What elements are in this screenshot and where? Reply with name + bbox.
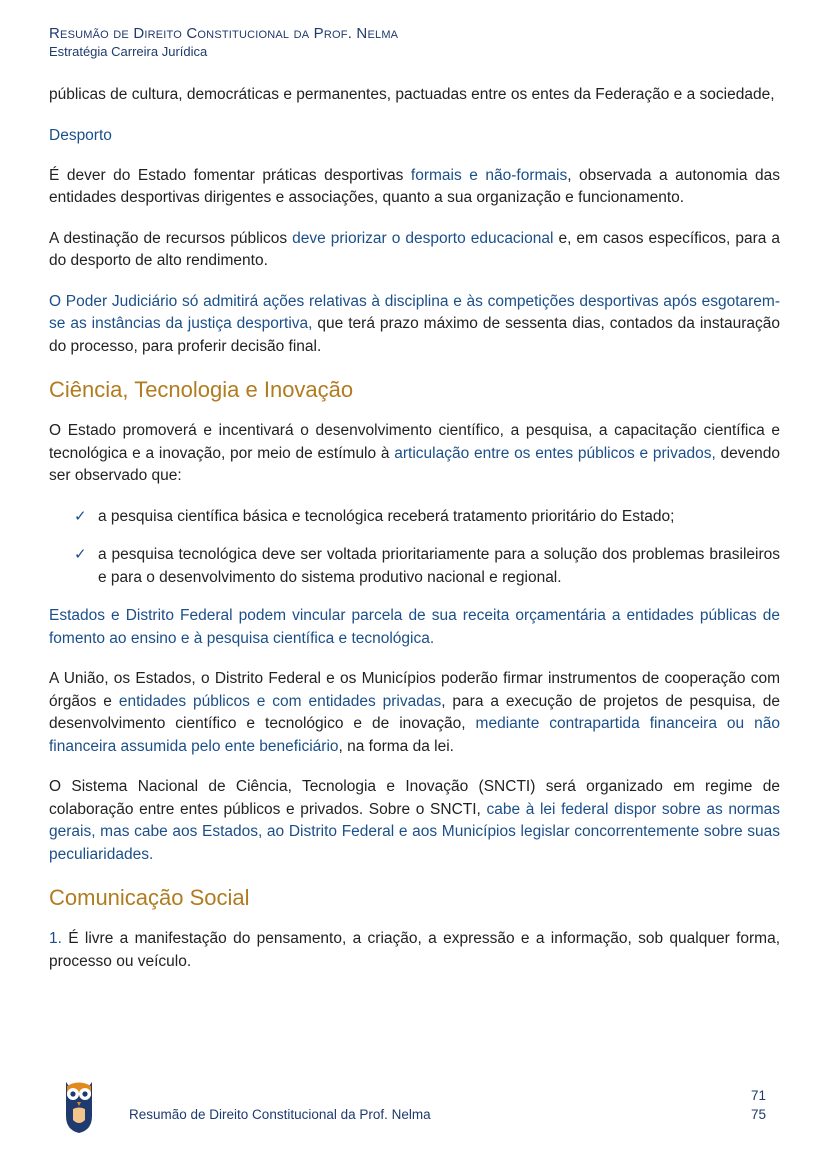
total-pages: 75 xyxy=(750,1107,766,1122)
section-heading-ciencia: Ciência, Tecnologia e Inovação xyxy=(49,377,354,402)
paragraph-ciencia-4: O Sistema Nacional de Ciência, Tecnologia e Inovação (SNCTI) será organizado em regime de colaboração entre entes públicos e privados. Sobre o SNCTI, cabe à lei federal dispor sobre as normas gerais, mas cabe aos Estados, ao Distrito Federal e aos Municípios legislar concorrentemente sobre suas peculiaridades. xyxy=(49,778,780,863)
highlight-text: mediante contrapartida financeira ou não financeira assumida pelo ente beneficiário xyxy=(49,715,780,755)
current-page: 71 xyxy=(750,1088,766,1103)
list-item: ✓ a pesquisa tecnológica deve ser voltada prioritariamente para a solução dos problemas brasileiros e para o desenvolvimento do sistema produtivo nacional e regional. xyxy=(74,546,780,586)
owl-logo-icon xyxy=(62,1076,96,1134)
section-heading-desporto: Desporto xyxy=(49,126,112,144)
paragraph-comunicacao-1: 1. É livre a manifestação do pensamento, a criação, a expressão e a informação, sob qualquer forma, processo ou veículo. xyxy=(49,930,780,970)
header-title: Resumão de Direito Constitucional da Prof. Nelma xyxy=(49,25,399,42)
highlight-text: formais e não-formais xyxy=(410,166,568,184)
page-number xyxy=(751,1086,766,1124)
checkmark-icon: ✓ xyxy=(74,507,87,525)
checklist xyxy=(49,506,780,590)
item-number: 1. xyxy=(49,930,62,947)
highlight-text: articulação entre os entes públicos e privados, xyxy=(394,444,716,462)
highlight-text: O Poder Judiciário só admitirá ações relativas à disciplina e às competições desportivas após esgotarem-se as instâncias da justiça desportiva, xyxy=(49,292,780,332)
paragraph-desporto-2: A destinação de recursos públicos deve priorizar o desporto educacional e, em casos específicos, para a do desporto de alto rendimento. xyxy=(49,229,780,269)
paragraph-ciencia-3: A União, os Estados, o Distrito Federal e os Municípios poderão firmar instrumentos de cooperação com órgãos e entidades públicos e com entidades privadas, para a execução de projetos de pesquisa, de desenvolvimento científico e tecnológico e de inovação, mediante contrapartida financeira ou não financeira assumida pelo ente beneficiário, na forma da lei. xyxy=(49,670,780,755)
paragraph-continuation: públicas de cultura, democráticas e permanentes, pactuadas entre os entes da Federação e a sociedade, xyxy=(49,86,775,103)
section-heading-comunicacao: Comunicação Social xyxy=(49,885,250,910)
footer-text: Resumão de Direito Constitucional da Prof. Nelma xyxy=(129,1107,431,1122)
highlight-text: entidades públicos e com entidades privadas xyxy=(118,692,442,710)
paragraph-ciencia-1: O Estado promoverá e incentivará o desenvolvimento científico, a pesquisa, a capacitação científica e tecnológica e a inovação, por meio de estímulo à articulação entre os entes públicos e privados, devendo ser observado que: xyxy=(49,422,780,484)
paragraph-desporto-1: É dever do Estado fomentar práticas desportivas formais e não-formais, observada a autonomia das entidades desportivas dirigentes e associações, quanto a sua organização e funcionamento. xyxy=(49,166,780,206)
paragraph-ciencia-2: Estados e Distrito Federal podem vincular parcela de sua receita orçamentária a entidades públicas de fomento ao ensino e à pesquisa científica e tecnológica. xyxy=(49,607,780,647)
highlight-text: cabe à lei federal dispor sobre as normas gerais, mas cabe aos Estados, ao Distrito Federal e aos Municípios legislar concorrentemente sobre suas peculiaridades. xyxy=(49,800,780,863)
list-item: ✓ a pesquisa científica básica e tecnológica receberá tratamento prioritário do Estado; xyxy=(74,506,780,529)
paragraph-desporto-3: O Poder Judiciário só admitirá ações relativas à disciplina e às competições desportivas após esgotarem-se as instâncias da justiça desportiva, que terá prazo máximo de sessenta dias, contados da instauração do processo, para proferir decisão final. xyxy=(49,292,780,355)
page-header xyxy=(49,24,398,61)
page-footer xyxy=(0,1072,828,1142)
checkmark-icon: ✓ xyxy=(74,546,87,563)
header-subtitle: Estratégia Carreira Jurídica xyxy=(49,44,208,59)
page-content xyxy=(49,84,780,991)
bold-term: Sistema Nacional de Ciência, Tecnologia e Inovação xyxy=(71,778,469,795)
highlight-text: deve priorizar o desporto educacional xyxy=(292,229,554,247)
